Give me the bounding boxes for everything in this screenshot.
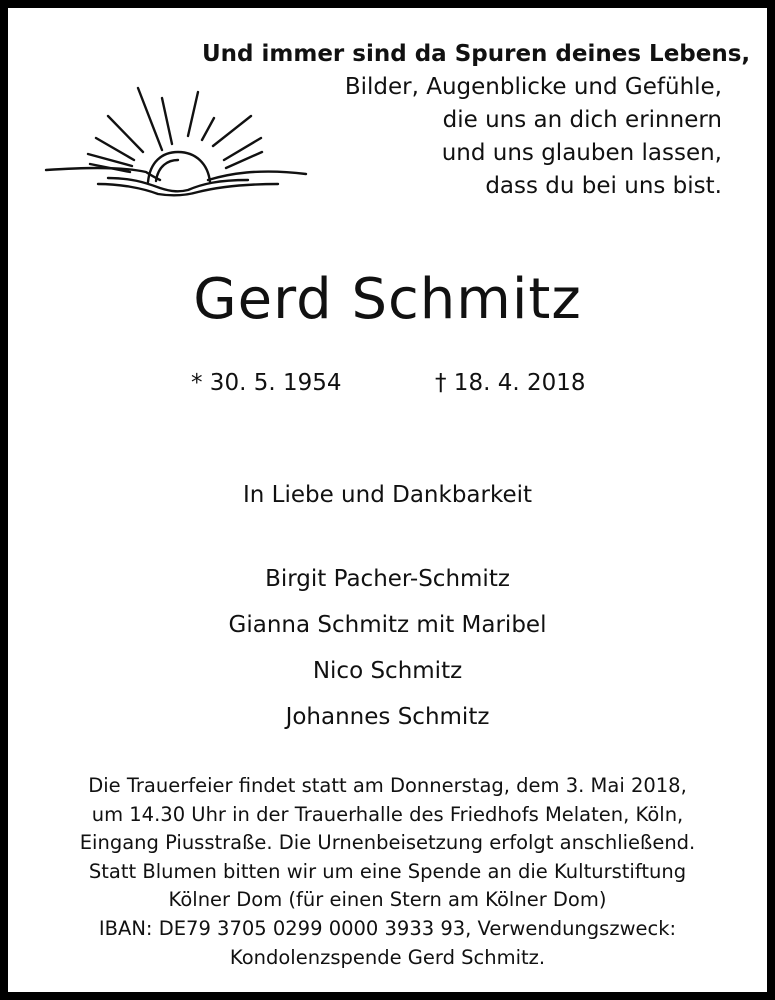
mourner-name: Nico Schmitz	[312, 658, 463, 684]
death-date: † 18. 4. 2018	[435, 370, 586, 396]
mourner-name: Gianna Schmitz mit Maribel	[228, 612, 547, 638]
notice-line: Die Trauerfeier findet statt am Donnerstag, dem 3. Mai 2018,	[88, 774, 687, 797]
funeral-notice	[8, 772, 767, 972]
poem-line: Und immer sind da Spuren deines Lebens,	[202, 41, 751, 67]
notice-line: Eingang Piusstraße. Die Urnenbeisetzung erfolgt anschließend.	[79, 831, 696, 855]
notice-line: um 14.30 Uhr in der Trauerhalle des Friedhofs Melaten, Köln,	[91, 802, 684, 826]
mourner-name: Johannes Schmitz	[285, 704, 490, 730]
notice-line: IBAN: DE79 3705 0299 0000 3933 93, Verwendungszweck:	[98, 916, 677, 940]
notice-line: Kondolenzspende Gerd Schmitz.	[229, 945, 546, 969]
poem-line: und uns glauben lassen,	[441, 140, 722, 166]
memorial-poem	[202, 38, 751, 203]
birth-date: * 30. 5. 1954	[191, 370, 342, 396]
notice-line: Kölner Dom (für einen Stern am Kölner Dom)	[168, 888, 607, 912]
poem-line: dass du bei uns bist.	[485, 173, 722, 199]
mourner-name: Birgit Pacher-Schmitz	[265, 566, 510, 592]
dedication: In Liebe und Dankbarkeit	[242, 482, 533, 508]
poem-line: die uns an dich erinnern	[442, 107, 722, 133]
notice-line: Statt Blumen bitten wir um eine Spende an die Kulturstiftung	[88, 859, 687, 883]
deceased-name: Gerd Schmitz	[193, 267, 582, 332]
mourners-list	[8, 556, 767, 740]
poem-line: Bilder, Augenblicke und Gefühle,	[344, 74, 722, 100]
